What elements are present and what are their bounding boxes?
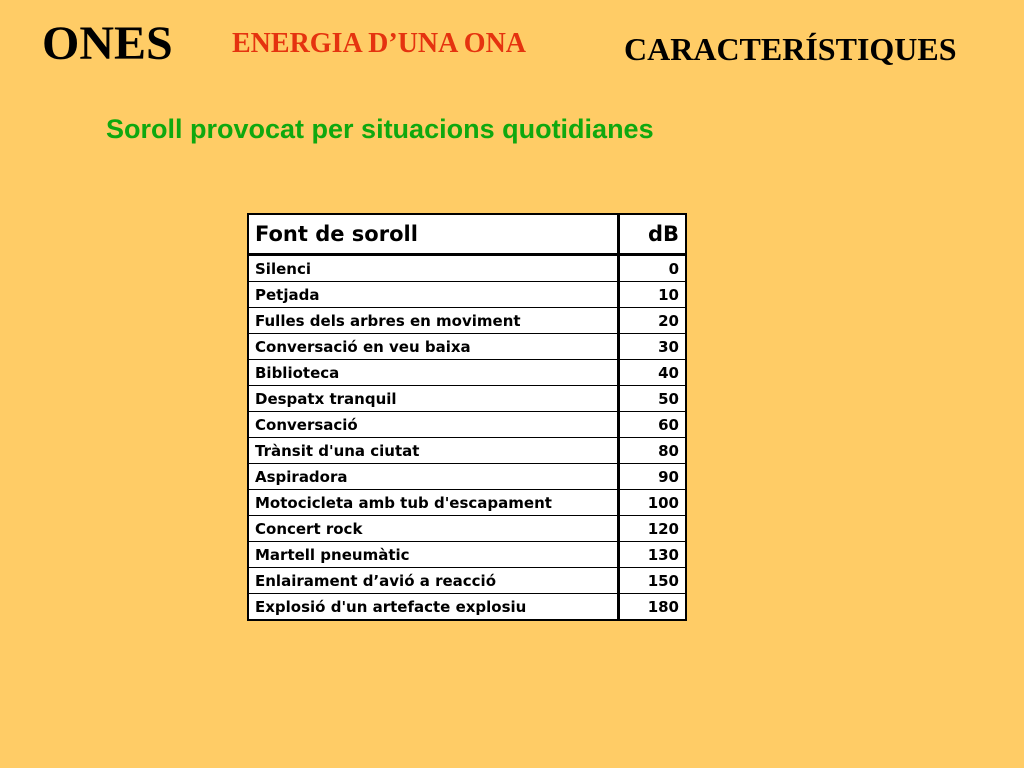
table-row [248, 255, 686, 282]
row-db: 40 [619, 360, 687, 386]
row-source: Explosió d'un artefacte explosiu [248, 594, 619, 621]
table-row [248, 360, 686, 386]
row-db: 130 [619, 542, 687, 568]
row-db: 180 [619, 594, 687, 621]
row-source: Conversació en veu baixa [248, 334, 619, 360]
row-db: 120 [619, 516, 687, 542]
row-db: 90 [619, 464, 687, 490]
table-row [248, 438, 686, 464]
header-font-de-soroll: Font de soroll [248, 214, 619, 255]
row-source: Motocicleta amb tub d'escapament [248, 490, 619, 516]
row-db: 20 [619, 308, 687, 334]
table-row [248, 542, 686, 568]
subtitle: Soroll provocat per situacions quotidianes [106, 114, 654, 144]
row-source: Despatx tranquil [248, 386, 619, 412]
row-db: 80 [619, 438, 687, 464]
title-ones: ONES [42, 17, 173, 70]
row-source: Fulles dels arbres en moviment [248, 308, 619, 334]
row-source: Biblioteca [248, 360, 619, 386]
row-source: Martell pneumàtic [248, 542, 619, 568]
table-row [248, 308, 686, 334]
row-db: 60 [619, 412, 687, 438]
table-row [248, 334, 686, 360]
row-source: Enlairament d’avió a reacció [248, 568, 619, 594]
table-row [248, 412, 686, 438]
row-source: Petjada [248, 282, 619, 308]
row-db: 50 [619, 386, 687, 412]
row-db: 100 [619, 490, 687, 516]
row-source: Aspiradora [248, 464, 619, 490]
row-db: 0 [619, 255, 687, 282]
header-db: dB [619, 214, 687, 255]
row-source: Concert rock [248, 516, 619, 542]
table-row [248, 282, 686, 308]
table-row [248, 464, 686, 490]
row-db: 150 [619, 568, 687, 594]
table-row [248, 490, 686, 516]
table-row [248, 594, 686, 621]
table-row [248, 568, 686, 594]
table-body [248, 255, 686, 621]
row-source: Conversació [248, 412, 619, 438]
row-source: Silenci [248, 255, 619, 282]
title-energia: ENERGIA D’UNA ONA [232, 28, 527, 59]
row-db: 10 [619, 282, 687, 308]
title-caracteristiques: CARACTERÍSTIQUES [624, 31, 957, 67]
row-db: 30 [619, 334, 687, 360]
noise-table [247, 213, 687, 621]
table-header-row [248, 214, 686, 255]
row-source: Trànsit d'una ciutat [248, 438, 619, 464]
table-row [248, 516, 686, 542]
table-row [248, 386, 686, 412]
